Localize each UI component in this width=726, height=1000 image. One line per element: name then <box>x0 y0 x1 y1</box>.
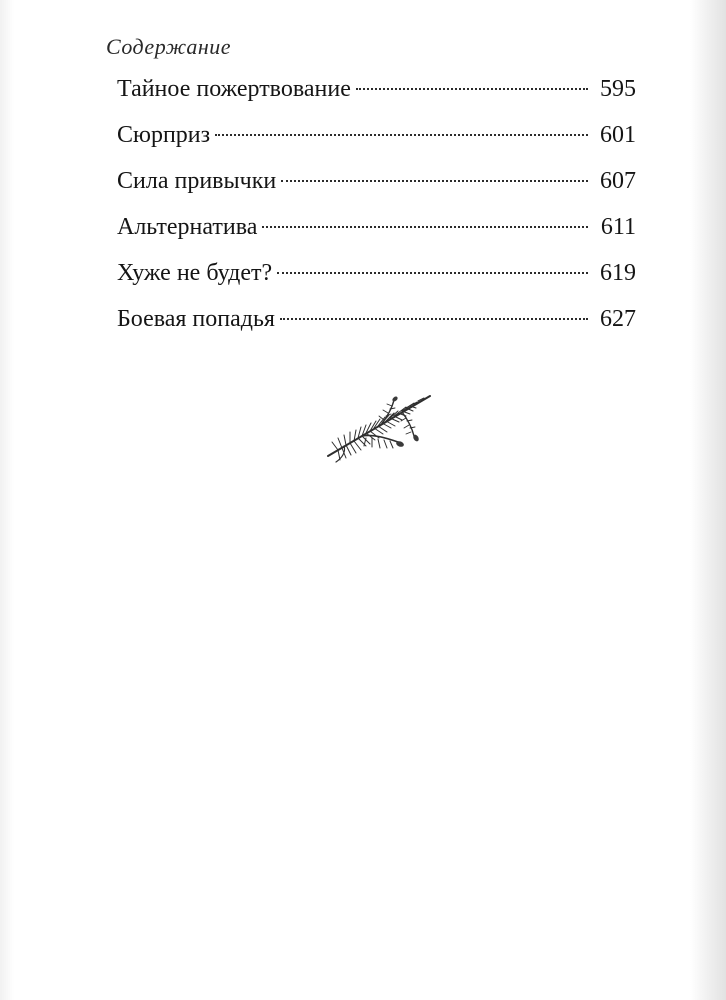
toc-entry-title: Тайное пожертвование <box>117 76 351 102</box>
toc-entry-page-number: 607 <box>600 168 636 194</box>
toc-entry-title: Хуже не будет? <box>117 260 273 286</box>
toc-entry <box>117 66 636 112</box>
toc-entry <box>117 250 636 296</box>
toc-entry-title: Сюрприз <box>117 122 211 148</box>
spruce-branch-icon <box>322 386 440 466</box>
toc-entry-page-number: 619 <box>600 260 636 286</box>
toc-entry-title: Альтернатива <box>117 214 258 240</box>
toc-entry-title: Боевая попадья <box>117 306 275 332</box>
toc-entry-page-number: 595 <box>600 76 636 102</box>
table-of-contents <box>117 66 636 342</box>
toc-dot-leader <box>215 134 588 136</box>
toc-entry-page-number: 611 <box>600 214 636 240</box>
toc-dot-leader <box>356 88 588 90</box>
toc-entry-page-number: 601 <box>600 122 636 148</box>
running-head: Содержание <box>106 34 232 59</box>
toc-dot-leader <box>281 180 588 182</box>
toc-entry <box>117 296 636 342</box>
toc-entry <box>117 112 636 158</box>
toc-dot-leader <box>277 272 588 274</box>
toc-entry-page-number: 627 <box>600 306 636 332</box>
toc-entry <box>117 204 636 250</box>
toc-dot-leader <box>280 318 588 320</box>
page-right-edge-shadow <box>690 0 726 1000</box>
toc-entry-title: Сила привычки <box>117 168 277 194</box>
toc-entry <box>117 158 636 204</box>
page-left-edge-shadow <box>0 0 14 1000</box>
toc-dot-leader <box>262 226 588 228</box>
